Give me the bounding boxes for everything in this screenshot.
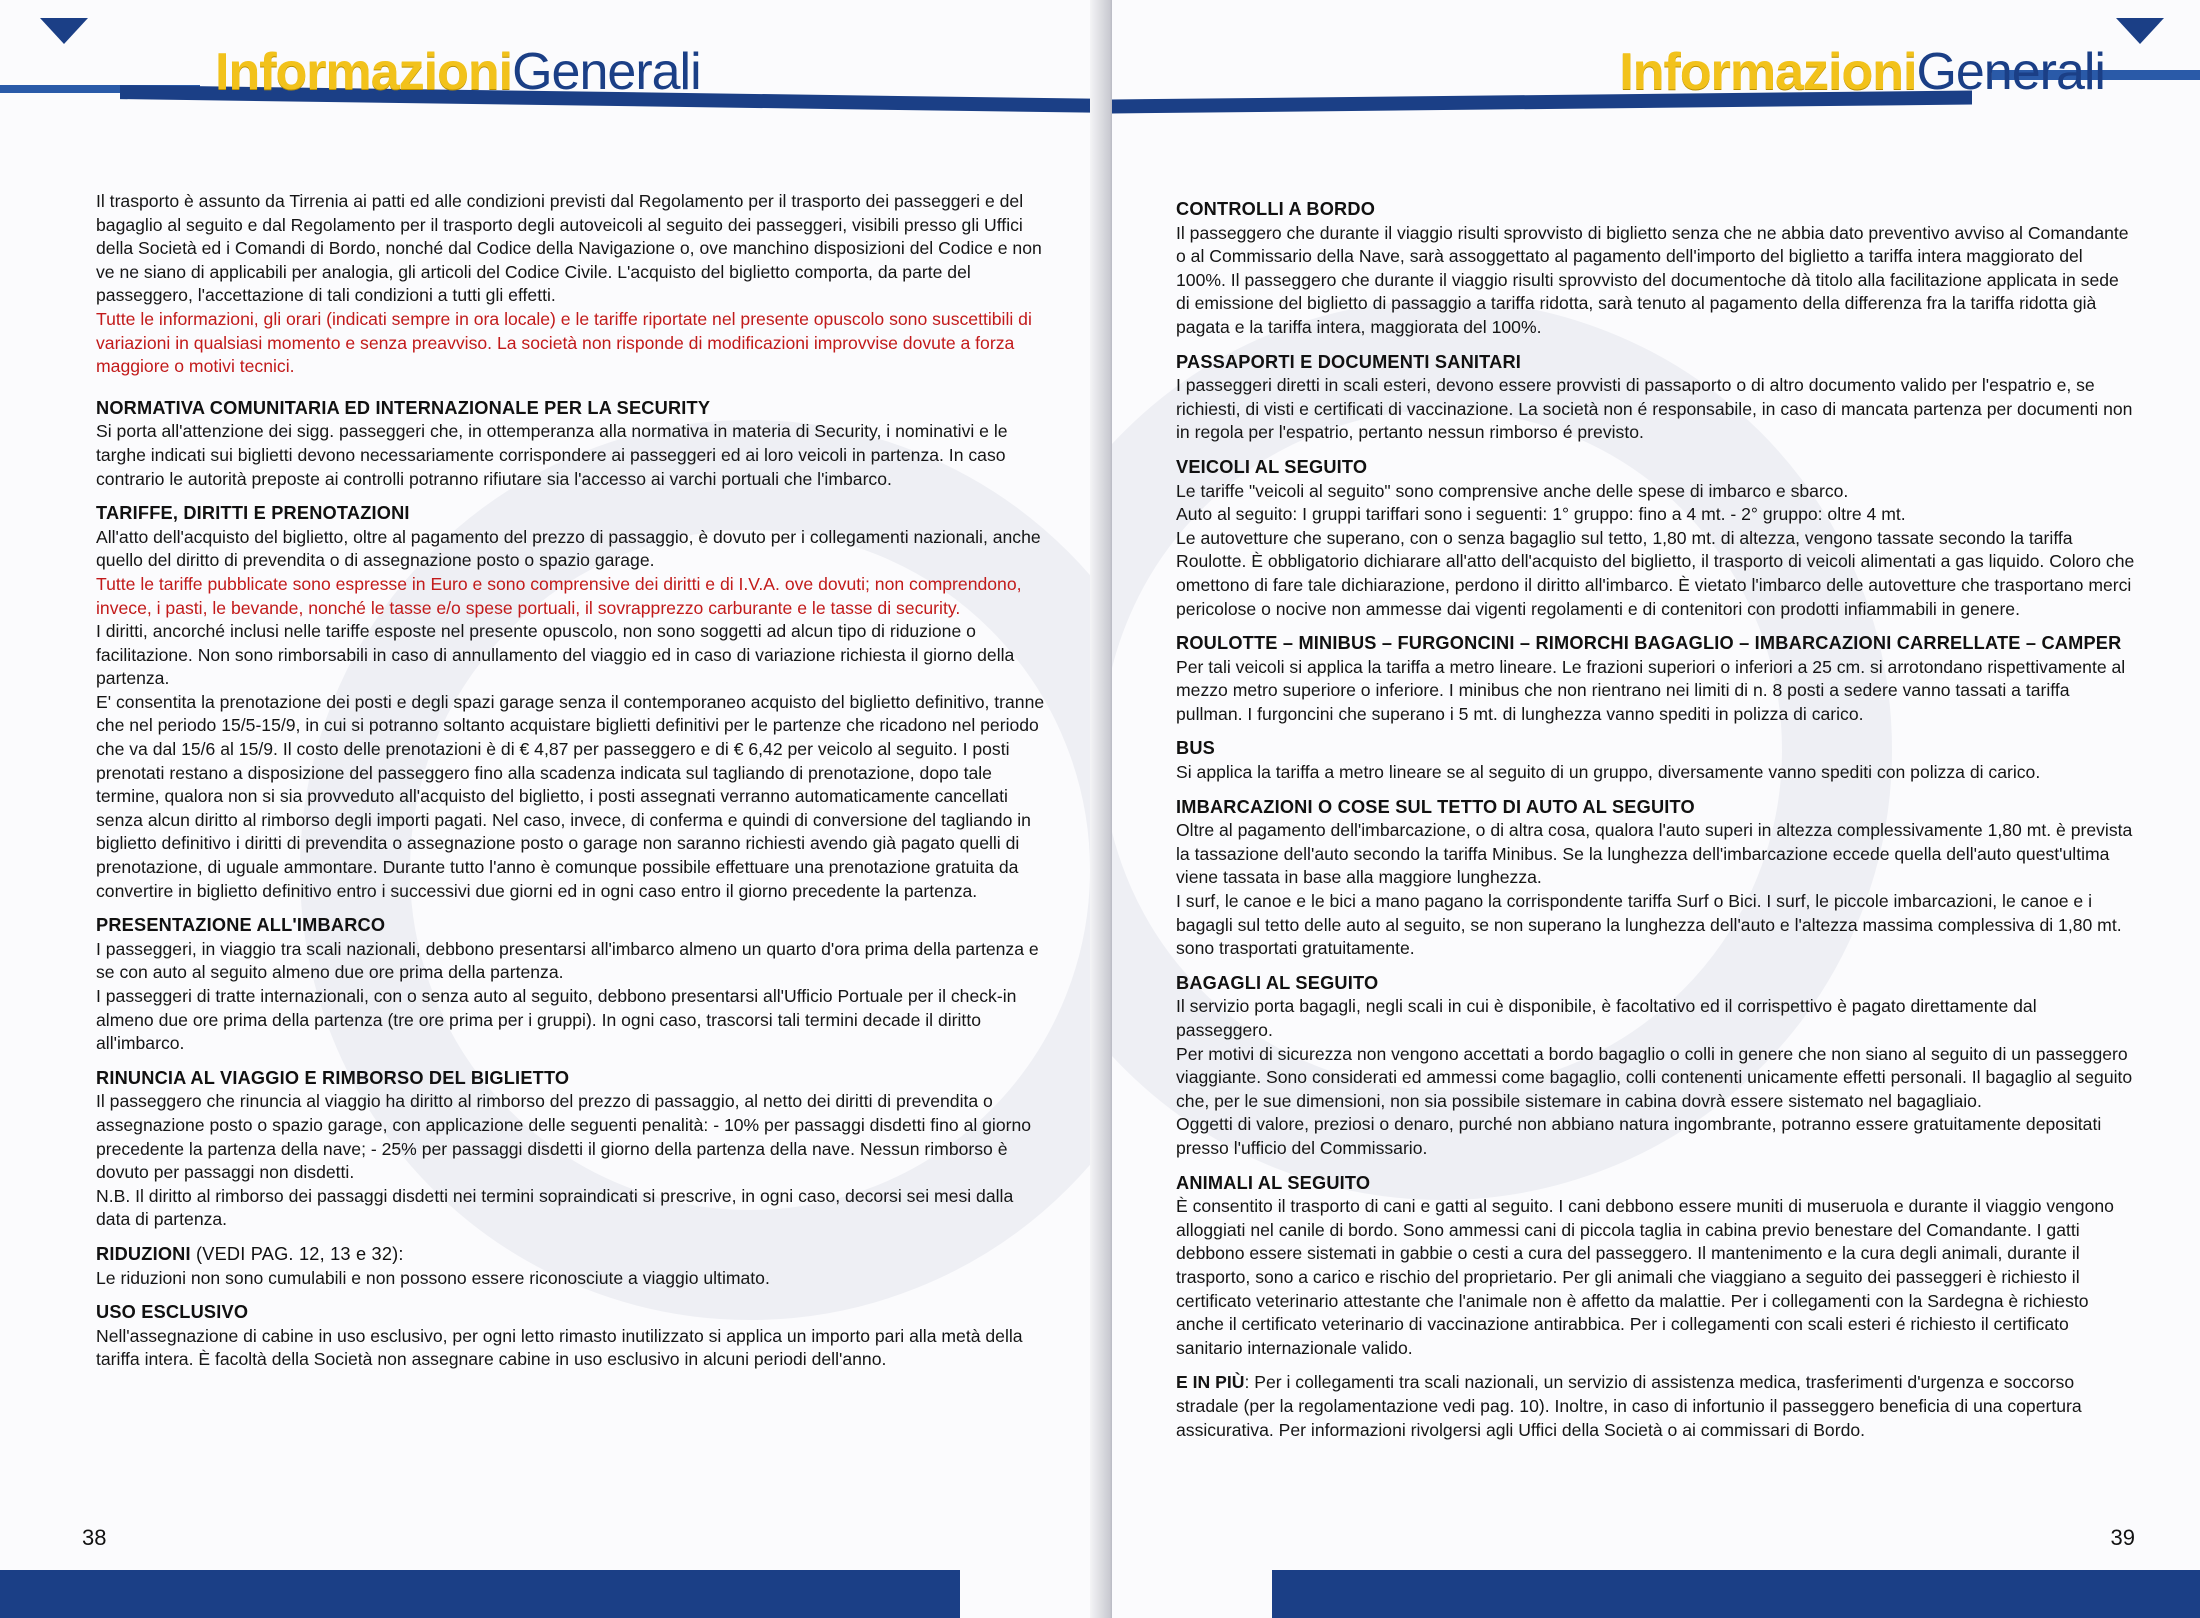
page-title-part1: Informazioni — [215, 43, 513, 101]
section-text: Oggetti di valore, preziosi o denaro, purché non abbiano natura ingombrante, potranno essere gratuitamente depositati presso l'ufficio del Commissario. — [1176, 1114, 2102, 1158]
animali-section — [1176, 1172, 2136, 1361]
section-text: Si applica la tariffa a metro lineare se al seguito di un gruppo, diversamente vanno spediti con polizza di carico. — [1176, 762, 2041, 783]
tariffe-section — [96, 502, 1046, 903]
passaporti-section — [1176, 351, 2136, 445]
section-text: È consentito il trasporto di cani e gatti al seguito. I cani debbono essere muniti di museruola e durante il viaggio vengono alloggiati nel canile di bordo. Sono ammessi cani di piccola taglia in cabina previo benestare del Comandante. I gatti debbono essere sistemati in gabbie o cesti a cura del passeggero. Il mantenimento e la cura degli animali, durante il trasporto, sono a carico e rischio del proprietario. Per gli animali che viaggiano a seguito dei passeggeri è richiesto il certificato veterinario attestante che l'animale non è affetto da malattie. Per i collegamenti con la Sardegna è richiesto anche il certificato veterinario di vaccinazione antirabbica. Per i collegamenti con scali esteri é richiesto il certificato sanitario internazionale valido. — [1176, 1196, 2114, 1358]
section-text: I passeggeri diretti in scali esteri, devono essere provvisti di passaporto o di altro documento valido per l'espatrio e, se richiesti, di visti e certificati di vaccinazione. La società non é responsabile, in caso di mancata partenza per documenti non in regola per l'espatrio, pertanto nessun rimborso é previsto. — [1176, 375, 2133, 443]
section-text: Per motivi di sicurezza non vengono accettati a bordo bagaglio o colli in genere che non siano al seguito di un passeggero viaggiante. Sono considerati ed ammessi come bagaglio, colli contenenti unicamente effetti personali. Il bagaglio al seguito che, per le sue dimensioni, non sia possibile sistemare in cabina dovrà essere sistemato nel bagagliaio. — [1176, 1043, 2133, 1111]
left-column — [96, 190, 1046, 1383]
corner-ornament — [40, 18, 88, 44]
intro-text: Il trasporto è assunto da Tirrenia ai patti ed alle condizioni previsti dal Regolamento per il trasporto dei passeggeri e del bagaglio al seguito e dal Regolamento per il trasporto degli autoveicoli al seguito dei passeggeri, visibili presso gli Uffici della Società ed i Comandi di Bordo, nonché dal Codice della Navigazione o, ove manchino disposizioni del Codice e non ve ne siano di applicabili per analogia, gli articoli del Codice Civile. L'acquisto del biglietto comporta, da parte del passeggero, l'accettazione di tali condizioni a tutti gli effetti. — [96, 191, 1042, 306]
section-text: Le tariffe "veicoli al seguito" sono comprensive anche delle spese di imbarco e sbarco. — [1176, 480, 1849, 501]
section-heading: USO ESCLUSIVO — [96, 1302, 249, 1323]
section-text: N.B. Il diritto al rimborso dei passaggi disdetti nei termini sopraindicati si prescrive, in ogni caso, decorsi sei mesi dalla data di partenza. — [96, 1185, 1014, 1230]
page-number: 38 — [82, 1525, 107, 1550]
section-text: Per tali veicoli si applica la tariffa a metro lineare. Le frazioni superiori o inferiori a 25 cm. si arrotondano rispettivamente al mezzo metro superiore o inferiore. I minibus che non rientrano nei limiti di n. 8 posti a sedere vanno tassati a tariffa pullman. I furgoncini che superano i 5 mt. di lunghezza vanno spediti in polizza di carico. — [1176, 656, 2126, 724]
section-text: Il passeggero che rinuncia al viaggio ha diritto al rimborso del prezzo di passaggio, al netto dei diritti di prevendita o assegnazione posto o spazio garage, con applicazione delle seguenti penalità: - 10% per passaggi disdetti fino al giorno precedente la partenza della nave; - 25% per passaggi disdetti il giorno della partenza della nave. Nessun rimborso è dovuto per passaggi non disdetti. — [96, 1091, 1032, 1183]
section-heading: ANIMALI AL SEGUITO — [1176, 1172, 1371, 1193]
controlli-section — [1176, 198, 2136, 340]
section-heading: BUS — [1176, 738, 1215, 759]
section-heading: TARIFFE, DIRITTI E PRENOTAZIONI — [96, 503, 410, 524]
section-heading — [96, 1243, 1046, 1267]
riduzioni-section — [96, 1243, 1046, 1290]
section-heading: VEICOLI AL SEGUITO — [1176, 456, 1368, 477]
intro-warning: Tutte le informazioni, gli orari (indicati sempre in ora locale) e le tariffe riportate nel presente opuscolo sono suscettibili di variazioni in qualsiasi momento e senza preavviso. La società non risponde di modificazioni improvvise dovute a forza maggiore o motivi tecnici. — [96, 308, 1032, 377]
page-title-part2: Generali — [512, 43, 701, 101]
section-heading: PASSAPORTI E DOCUMENTI SANITARI — [1176, 351, 1522, 372]
epiu-section — [1176, 1371, 2136, 1442]
page-title — [1619, 42, 2105, 102]
bus-section — [1176, 737, 2136, 784]
section-heading: PRESENTAZIONE ALL'IMBARCO — [96, 915, 386, 936]
section-heading: CONTROLLI A BORDO — [1176, 199, 1376, 219]
veicoli-section — [1176, 456, 2136, 621]
section-text: I passeggeri, in viaggio tra scali nazionali, debbono presentarsi all'imbarco almeno un quarto d'ora prima della partenza e se con auto al seguito almeno due ore prima della partenza. — [96, 938, 1039, 983]
imbarco-section — [96, 914, 1046, 1056]
section-heading: ROULOTTE – MINIBUS – FURGONCINI – RIMORCHI BAGAGLIO – IMBARCAZIONI CARRELLATE – CAMPER — [1176, 633, 2122, 654]
section-text: All'atto dell'acquisto del biglietto, oltre al pagamento del prezzo di passaggio, è dovuto per i collegamenti nazionali, anche quello del diritto di prevendita o di assegnazione posto o spazio garage. — [96, 526, 1041, 571]
section-heading: NORMATIVA COMUNITARIA ED INTERNAZIONALE PER LA SECURITY — [96, 397, 711, 418]
footer-band — [1272, 1570, 2200, 1618]
footer-band — [0, 1570, 960, 1618]
section-text: Nell'assegnazione di cabine in uso esclusivo, per ogni letto rimasto inutilizzato si applica un importo pari alla metà della tariffa intera. È facoltà della Società non assegnare cabine in uso esclusivo in alcuni periodi dell'anno. — [96, 1325, 1023, 1370]
inline-text: : Per i collegamenti tra scali nazionali, un servizio di assistenza medica, trasferimenti d'urgenza e soccorso stradale (per la regolamentazione vedi pag. 10). Inoltre, in caso di infortunio il passeggero beneficia di una copertura assicurativa. Per informazioni rivolgersi agli Uffici della Società o ai commissari di Bordo. — [1176, 1372, 2082, 1440]
section-text: Le riduzioni non sono cumulabili e non possono essere riconosciute a viaggio ultimato. — [96, 1267, 770, 1288]
section-text: Le autovetture che superano, con o senza bagaglio sul tetto, 1,80 mt. di altezza, vengono tassate secondo la tariffa Roulotte. È obbligatorio dichiarare all'atto dell'acquisto del biglietto, il trasporto di veicoli alimentati a gas liquido. Coloro che omettono di fare tale dichiarazione, perdono il diritto all'imbarco. È vietato l'imbarco delle autovetture che trasportano merci pericolose o nocive non ammesse dai vigenti regolamenti e di contenitori con prodotti infiammabili in genere. — [1176, 527, 2135, 619]
section-text: I diritti, ancorché inclusi nelle tariffe esposte nel presente opuscolo, non sono soggetti ad alcun tipo di riduzione o facilitazione. Non sono rimborsabili in caso di annullamento del viaggio ed in caso di variazione richiesta il giorno della partenza. — [96, 621, 1015, 689]
section-text: Oltre al pagamento dell'imbarcazione, o di altra cosa, qualora l'auto superi in altezza complessivamente 1,80 mt. è prevista la tassazione dell'auto secondo la tariffa Minibus. Se la lunghezza dell'imbarcazione eccede quella dell'auto quest'ultima viene tassata in base alla maggiore lunghezza. — [1176, 820, 2133, 888]
section-heading: RINUNCIA AL VIAGGIO E RIMBORSO DEL BIGLIETTO — [96, 1067, 570, 1088]
section-heading-suffix: (VEDI PAG. 12, 13 e 32): — [190, 1243, 404, 1264]
page-title — [215, 42, 701, 102]
section-text: E' consentita la prenotazione dei posti e degli spazi garage senza il contemporaneo acquisto del biglietto definitivo, tranne che nel periodo 15/5-15/9, in cui si potranno soltanto acquistare biglietti definitivi per le partenze che ricadono nel periodo che va dal 15/6 al 15/9. Il costo delle prenotazioni è di € 4,87 per passeggero e di € 6,42 per veicolo al seguito. I posti prenotati restano a disposizione del passeggero fino alla scadenza indicata sul tagliando di prenotazione, dopo tale termine, qualora non si sia provveduto all'acquisto del biglietto, i posti assegnati verranno automaticamente cancellati senza alcun diritto al rimborso degli importi pagati. Nel caso, invece, di conferma e quindi di conversione del tagliando in biglietto definitivo i diritti di prevendita o assegnazione posto o garage non saranno richiesti avendo già pagato quelli di prenotazione, di uguale ammontare. Durante tutto l'anno è comunque possibile effettuare una prenotazione gratuita da convertire in biglietto definitivo entro i successivi due giorni ed in ogni caso entro il giorno precedente la partenza. — [96, 691, 1045, 901]
page-title-part2: Generali — [1916, 43, 2105, 101]
right-page — [1112, 0, 2200, 1618]
inline-heading: E IN PIÙ — [1176, 1372, 1245, 1393]
section-text — [1176, 1371, 2136, 1442]
section-text: Si porta all'attenzione dei sigg. passeggeri che, in ottemperanza alla normativa in materia di Security, i nominativi e le targhe indicati sui biglietti devono necessariamente corrispondere ai passeggeri ed ai loro veicoli in partenza. In caso contrario le autorità preposte ai controlli potranno rifiutare sia l'accesso ai varchi portuali che l'imbarco. — [96, 421, 1008, 489]
corner-ornament — [2116, 18, 2164, 44]
roulotte-section — [1176, 632, 2136, 726]
section-text: Il passeggero che durante il viaggio risulti sprovvisto di biglietto senza che ne abbia dato preventivo avviso al Comandante o al Commissario della Nave, sarà assoggettato al pagamento dell'importo del biglietto a tariffa intera maggiorato del 100%. Il passeggero che durante il viaggio risulti sprovvisto del documentoche dà titolo alla facilitazione applicata in sede di emissione del biglietto di passaggio a tariffa ridotta, sarà tenuto al pagamento della differenza fra la tariffa ridotta già pagata e la tariffa intera, maggiorata del 100%. — [1176, 222, 2129, 337]
rinuncia-section — [96, 1067, 1046, 1232]
imbarcazioni-section — [1176, 796, 2136, 961]
right-column — [1176, 198, 2136, 1453]
section-text: I surf, le canoe e le bici a mano pagano la corrispondente tariffa Surf o Bici. I surf, le piccole imbarcazioni, le canoe e i bagagli sul tetto delle auto al seguito, se non superano la lunghezza dell'auto e l'altezza massima complessiva di 1,80 mt. sono trasportati gratuitamente. — [1176, 891, 2122, 959]
section-heading-main: RIDUZIONI — [96, 1243, 191, 1264]
uso-section — [96, 1301, 1046, 1372]
section-text: I passeggeri di tratte internazionali, con o senza auto al seguito, debbono presentarsi all'Ufficio Portuale per il check-in almeno due ore prima della partenza (tre ore prima per i gruppi). In ogni caso, trascorsi tali termini decade il diritto all'imbarco. — [96, 986, 1017, 1054]
section-heading: IMBARCAZIONI O COSE SUL TETTO DI AUTO AL SEGUITO — [1176, 796, 1695, 817]
section-text: Il servizio porta bagagli, negli scali in cui è disponibile, è facoltativo ed il corrispettivo è pagato direttamente dal passeggero. — [1176, 996, 2037, 1040]
section-heading: BAGAGLI AL SEGUITO — [1176, 972, 1379, 993]
section-warning: Tutte le tariffe pubblicate sono espresse in Euro e sono comprensive dei diritti e di I.V.A. ove dovuti; non comprendono, invece, i pasti, le bevande, nonché le tasse e/o spese portuali, il sovrapprezzo carburante e le tasse di security. — [96, 573, 1022, 618]
security-section — [96, 397, 1046, 491]
page-title-part1: Informazioni — [1619, 43, 1917, 101]
page-number: 39 — [2110, 1525, 2135, 1550]
intro-section — [96, 190, 1046, 379]
section-text: Auto al seguito: I gruppi tariffari sono i seguenti: 1° gruppo: fino a 4 mt. - 2° gruppo: oltre 4 mt. — [1176, 504, 1906, 525]
bagagli-section — [1176, 972, 2136, 1161]
